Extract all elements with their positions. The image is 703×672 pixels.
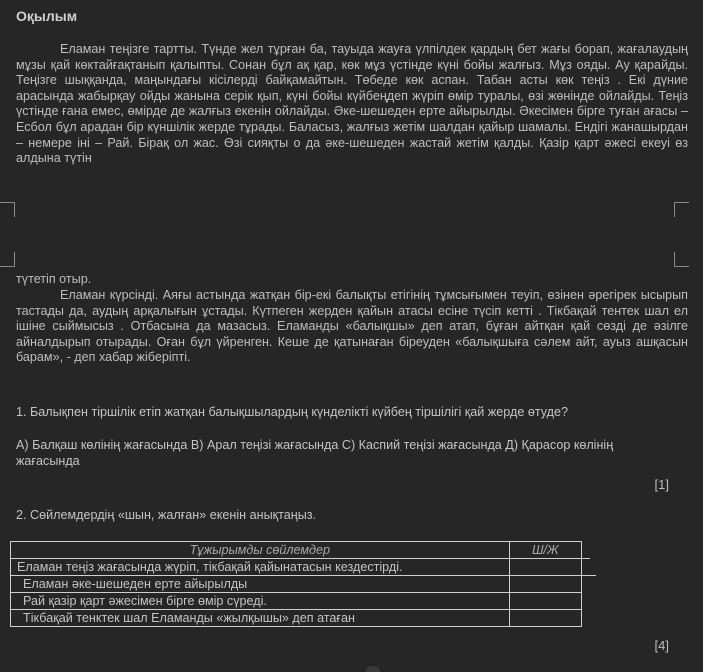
answer-cell[interactable]: [509, 610, 581, 627]
statement-cell: Тікбақай тенктек шал Еламанды «жылқышы» деп атаған: [11, 610, 510, 627]
table-row: [11, 593, 582, 610]
page-break-corner-top-right: [674, 202, 689, 217]
table-stray-line: [512, 558, 590, 559]
table-row: [11, 610, 582, 627]
statement-cell: Еламан әке-шешеден ерте айырылды: [11, 576, 510, 593]
table-row: [11, 576, 582, 593]
scroll-indicator[interactable]: [366, 666, 380, 672]
answer-cell[interactable]: [509, 593, 581, 610]
paragraph-2-text: Еламан күрсінді. Аяғы астында жатқан бір-екі балықты етігінің тұмсығымен теуіп, өзінен әрегірек ысырып тастады да, аудың арқалығын ұстады. Күтпеген жерден қайын атасы есіне түсіп кетті . Тікбақай тентек шал ел ішіне сыймысыз . Отбасына да мазасыз. Еламанды «балықшы» деп атап, бұған айтқан қай сөзді де әзілге айналдырып отырады. Оған бұл үйренген. Кеше де қатынаған біреуден «балықшыға сәлем айт, ауыз ашқасын барам», - деп хабар жіберіпті.: [16, 288, 688, 365]
question-1-options: А) Балқаш көлінің жағасында В) Арал теңізі жағасында С) Каспий теңізі жағасында Д) Қарасор көлінің жағасында: [16, 438, 614, 468]
reading-paragraph-1: [16, 42, 688, 167]
statement-cell: Рай қазір қарт әжесімен бірге өмір сүреді.: [11, 593, 510, 610]
question-1-text: 1. Балықпен тіршілік етіп жатқан балықшылардың күнделікті күйбең тіршілігі қай жерде өтуде?: [16, 405, 568, 419]
answer-cell[interactable]: [509, 576, 581, 593]
table-header-row: [11, 542, 582, 559]
question-2-score: [4]: [654, 638, 669, 653]
statement-cell: Еламан теңіз жағасында жүріп, тікбақай қайынатасын кездестірді.: [11, 559, 510, 576]
true-false-table: [10, 541, 582, 627]
page-break-corner-top-left: [0, 202, 15, 217]
section-heading: Оқылым: [16, 8, 78, 24]
page-break-corner-bottom-right: [674, 252, 689, 267]
table-header-statements: Тұжырымды сөйлемдер: [11, 542, 510, 559]
table-header-answer: Ш/Ж: [509, 542, 581, 559]
table-row: [11, 559, 582, 576]
reading-paragraph-2: [16, 288, 688, 366]
page-break-corner-bottom-left: [0, 252, 15, 267]
question-1-score: [1]: [654, 477, 669, 492]
paragraph-1-continuation: түтетіп отыр.: [16, 272, 92, 286]
table-stray-line: [10, 575, 596, 576]
paragraph-1-text: Еламан теңізге тартты. Түнде жел тұрған ба, тауыда жауға үлпілдек қардың бет жағы борап, жағалаудың мұзы қай көктайғақтанып қалыпты. Сонан бұл ақ қар, көк мұз үстінде күні бойы жалғыз. Мұз ояды. Ау қарайды. Теңізге шыққанда, маңындағы кісілерді байқамайтын. Төбеде көк аспан. Табан асты көк теңіз . Екі дүние арасында жабырқау ойды жанына серік қып, күні бойы күйбеңдеп жүріп өмір туралы, өзі жөнінде ойлайды. Теңіз үстінде ғана емес, өмірде де жалғыз екенін ойлайды. Әке-шешеден ерте айырылды. Әкесімен бірге туған ағасы – Есбол бұл арадан бір күншілік жерде тұрады. Баласыз, жалғыз жетім шалдан қайыр шамалы. Ендігі жанашырдан – немере іні – Рай. Бірақ ол жас. Өзі сияқты о да әке-шешеден жастай жетім қалды. Қазір қарт әжесі екеуі өз алдына түтін: [16, 42, 688, 166]
question-2-text: 2. Сөйлемдердің «шын, жалған» екенін анықтаңыз.: [16, 508, 317, 522]
answer-cell[interactable]: [509, 559, 581, 576]
